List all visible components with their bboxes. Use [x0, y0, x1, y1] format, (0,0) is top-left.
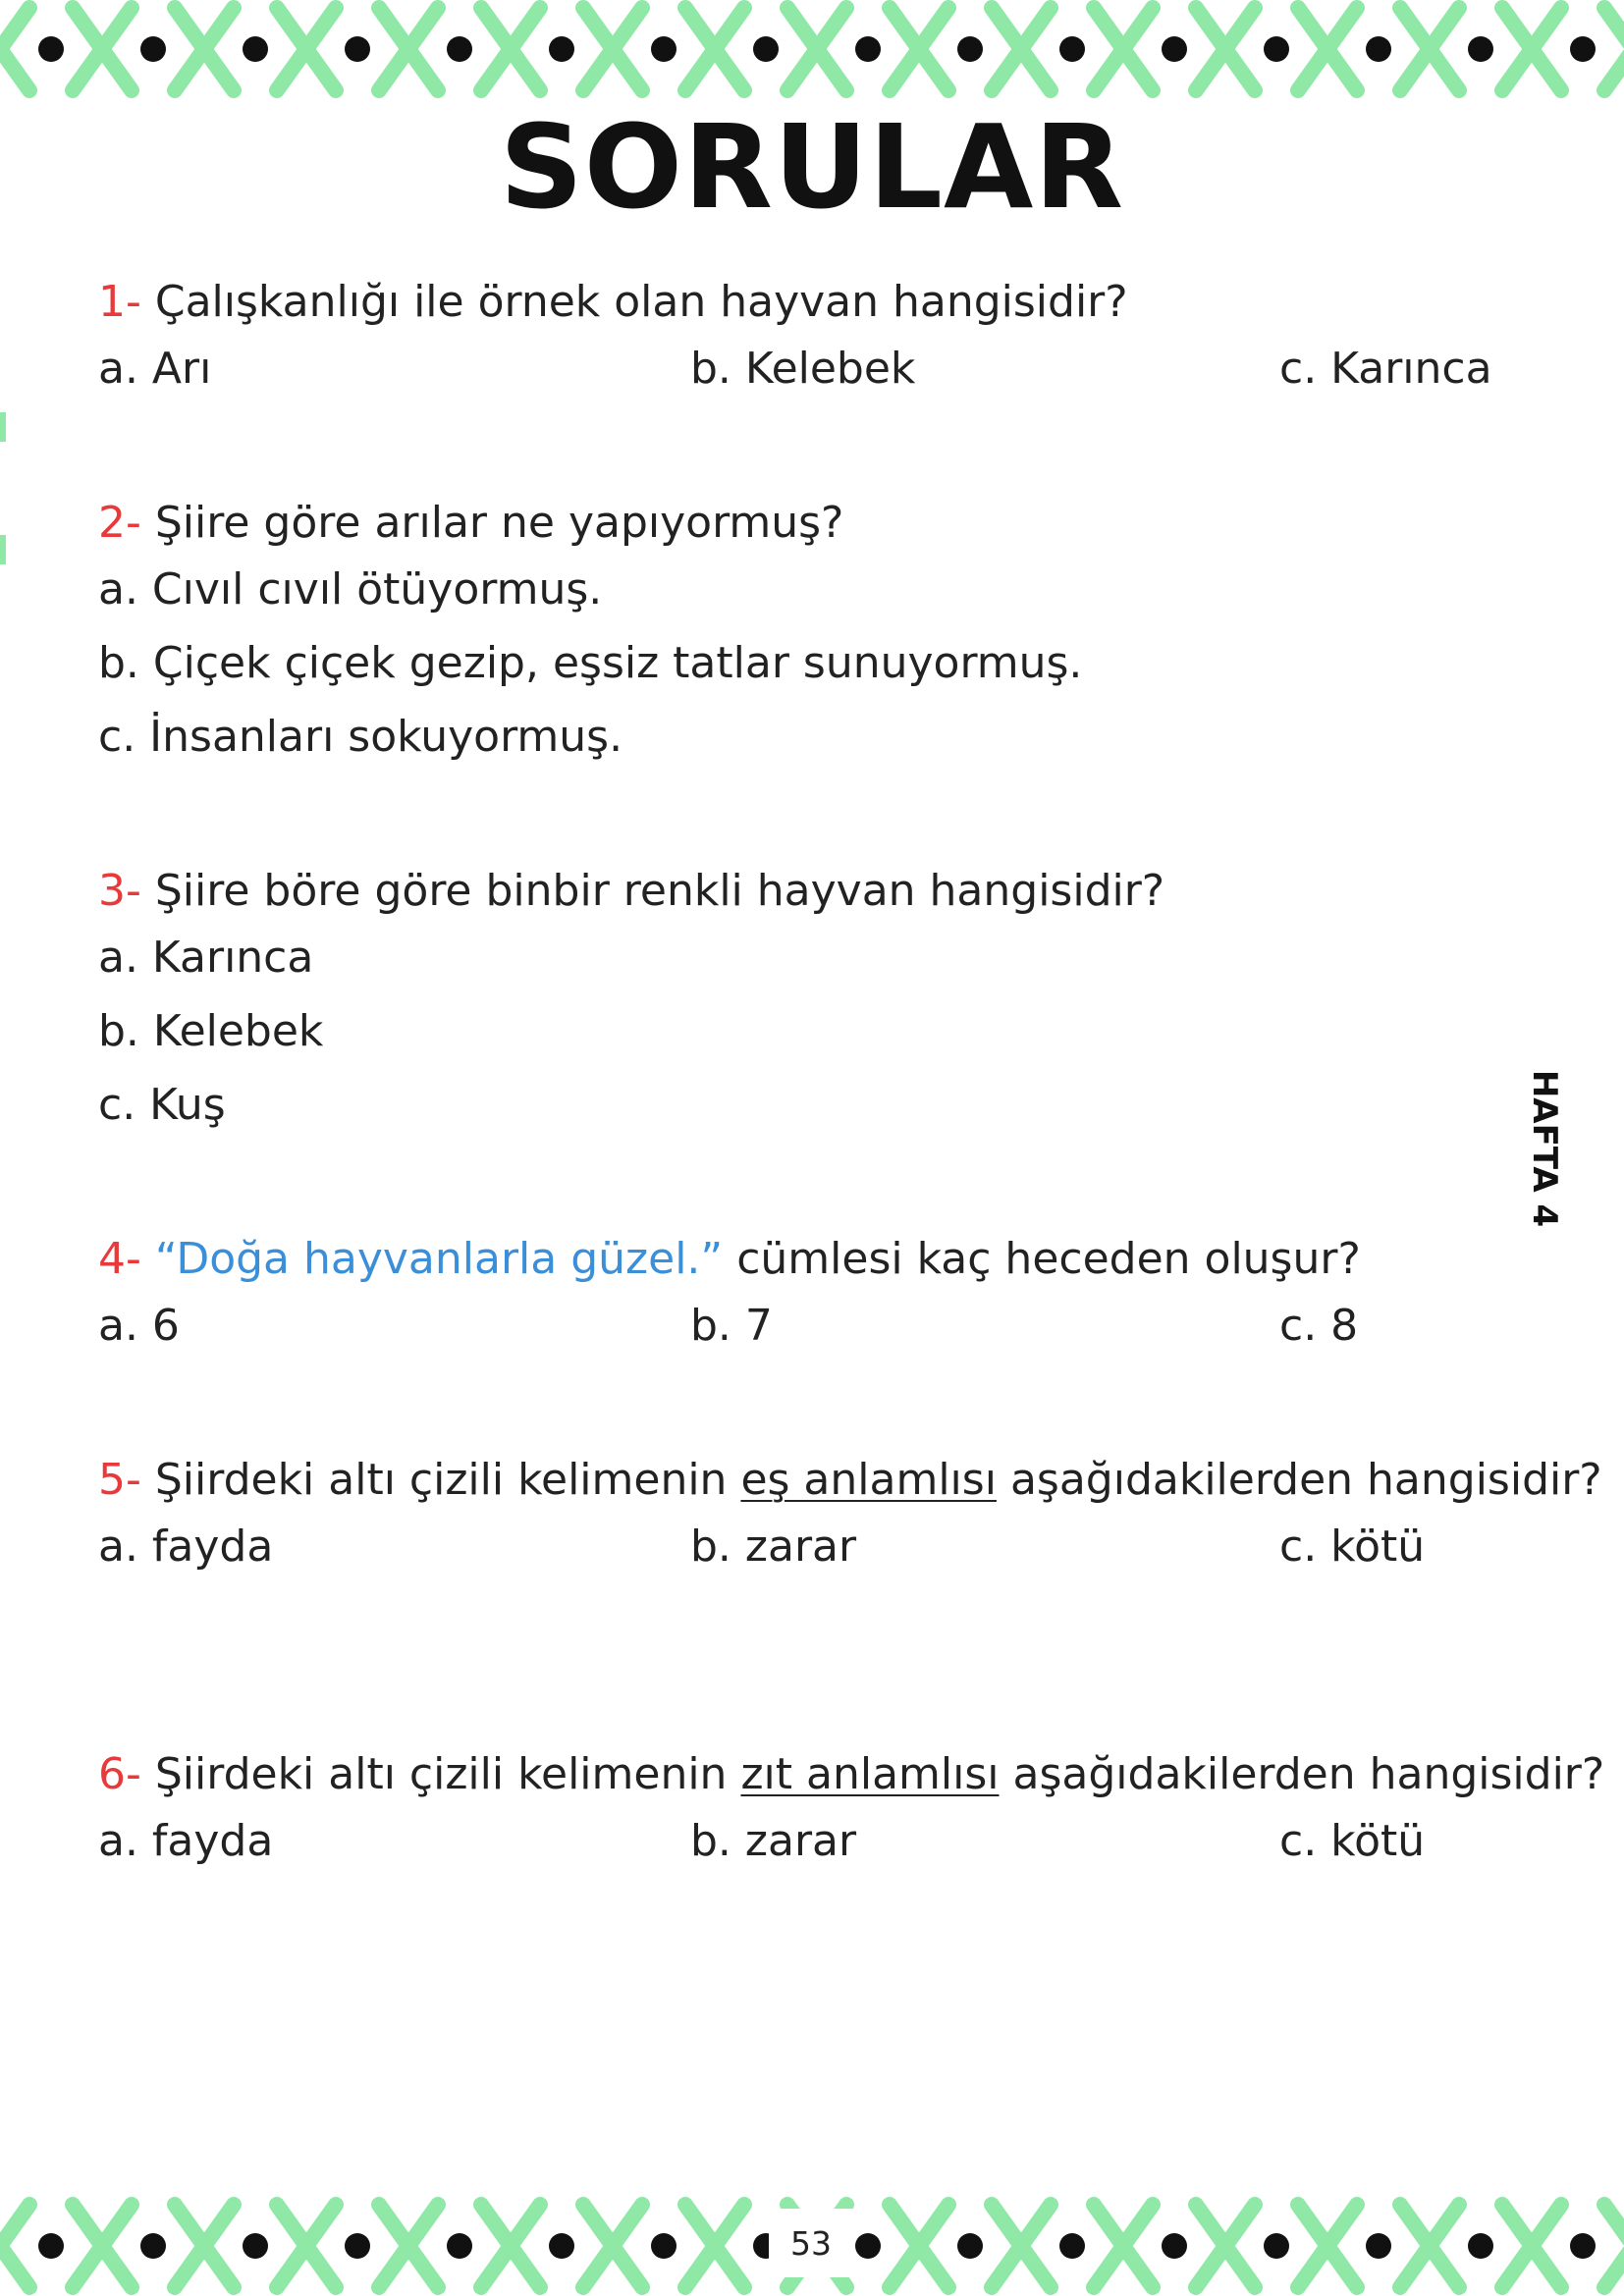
question-3: [98, 862, 1512, 1142]
cross-mark: [0, 8, 29, 90]
dot-mark: [1264, 2233, 1289, 2259]
cross-mark: [1604, 2205, 1624, 2287]
cross-mark: [1400, 2205, 1459, 2287]
question-text: Çalışkanlığı ile örnek olan hayvan hangisidir?: [154, 277, 1128, 327]
dot-mark: [957, 2233, 983, 2259]
cross-mark: [1400, 8, 1459, 90]
page-number: 53: [769, 2209, 853, 2277]
dot-mark: [855, 36, 881, 62]
question-3-prompt: [98, 862, 1512, 921]
cross-mark: [175, 2205, 234, 2287]
option-a[interactable]: a. 6: [98, 1301, 180, 1351]
cross-mark: [1094, 8, 1153, 90]
question-text-after: aşağıdakilerden hangisidir?: [1009, 1455, 1602, 1505]
cross-mark: [379, 2205, 438, 2287]
question-2: [98, 494, 1512, 774]
dot-mark: [855, 2233, 881, 2259]
question-number: 5-: [98, 1455, 141, 1505]
dot-mark: [140, 36, 166, 62]
cross-mark: [0, 2205, 29, 2287]
left-edge-mark: [0, 535, 6, 564]
dot-mark: [345, 36, 370, 62]
cross-mark: [890, 2205, 948, 2287]
question-1-prompt: [98, 273, 1512, 332]
cross-mark: [73, 2205, 132, 2287]
option-c[interactable]: c. kötü: [1279, 1816, 1426, 1866]
dot-mark: [651, 36, 677, 62]
cross-mark: [1298, 8, 1357, 90]
cross-mark: [1196, 2205, 1255, 2287]
cross-mark: [379, 8, 438, 90]
cross-mark: [890, 8, 948, 90]
cross-mark: [1604, 8, 1624, 90]
question-2-prompt: [98, 494, 1512, 553]
dot-mark: [1570, 36, 1596, 62]
question-number: 4-: [98, 1234, 141, 1284]
dot-mark: [651, 2233, 677, 2259]
question-5-prompt: [98, 1451, 1602, 1510]
dot-mark: [1162, 36, 1187, 62]
question-number: 2-: [98, 498, 141, 548]
dot-mark: [1059, 2233, 1085, 2259]
question-text-before: Şiirdeki altı çizili kelimenin: [154, 1749, 728, 1799]
cross-mark: [685, 8, 744, 90]
week-label-text: HAFTA 4: [1525, 1069, 1565, 1228]
options-row: [98, 1289, 1512, 1362]
option-a[interactable]: a. fayda: [98, 1816, 274, 1866]
cross-mark: [583, 8, 642, 90]
dot-mark: [1366, 36, 1391, 62]
dot-mark: [753, 36, 779, 62]
dot-mark: [38, 2233, 64, 2259]
question-text: Şiire göre arılar ne yapıyormuş?: [154, 498, 844, 548]
cross-mark: [277, 2205, 336, 2287]
cross-mark: [175, 8, 234, 90]
option-b[interactable]: b. Kelebek: [98, 1006, 324, 1056]
dot-mark: [549, 2233, 574, 2259]
option-c[interactable]: c. İnsanları sokuyormuş.: [98, 712, 623, 762]
question-text: cümlesi kaç heceden oluşur?: [736, 1234, 1361, 1284]
cross-mark: [583, 2205, 642, 2287]
dot-mark: [447, 2233, 472, 2259]
dot-mark: [38, 36, 64, 62]
option-a[interactable]: a. Cıvıl cıvıl ötüyormuş.: [98, 564, 603, 614]
dot-mark: [549, 36, 574, 62]
dot-mark: [140, 2233, 166, 2259]
question-1: [98, 273, 1512, 405]
question-number: 3-: [98, 866, 141, 916]
cross-mark: [1094, 2205, 1153, 2287]
option-c[interactable]: c. kötü: [1279, 1522, 1426, 1572]
question-4-prompt: [98, 1230, 1512, 1289]
option-a[interactable]: a. Karınca: [98, 933, 314, 983]
left-edge-mark: [0, 412, 6, 442]
question-text-before: Şiirdeki altı çizili kelimenin: [154, 1455, 728, 1505]
option-b[interactable]: b. Kelebek: [690, 344, 916, 394]
dot-mark: [957, 36, 983, 62]
question-number: 6-: [98, 1749, 141, 1799]
option-c[interactable]: c. 8: [1279, 1301, 1359, 1351]
option-b[interactable]: b. zarar: [690, 1816, 857, 1866]
cross-mark: [1298, 2205, 1357, 2287]
options-row: [98, 1804, 1512, 1878]
question-text: Şiire böre göre binbir renkli hayvan hangisidir?: [154, 866, 1165, 916]
dot-mark: [1366, 2233, 1391, 2259]
option-a[interactable]: a. Arı: [98, 344, 212, 394]
question-6-prompt: [98, 1745, 1605, 1804]
question-number: 1-: [98, 277, 141, 327]
cross-mark: [992, 2205, 1051, 2287]
quoted-sentence: “Doğa hayvanlarla güzel.”: [154, 1234, 724, 1284]
cross-mark: [992, 8, 1051, 90]
dot-mark: [1059, 36, 1085, 62]
cross-mark: [1196, 8, 1255, 90]
cross-mark: [787, 8, 846, 90]
dot-mark: [243, 2233, 268, 2259]
dot-mark: [1570, 2233, 1596, 2259]
top-decorative-border: [0, 0, 1624, 98]
dot-mark: [1162, 2233, 1187, 2259]
option-c[interactable]: c. Karınca: [1279, 344, 1492, 394]
page-title: SORULAR: [499, 99, 1125, 235]
dot-mark: [1468, 2233, 1493, 2259]
cross-dot-pattern: [0, 0, 1624, 98]
dot-mark: [345, 2233, 370, 2259]
question-4: [98, 1230, 1512, 1362]
cross-mark: [1502, 8, 1561, 90]
underlined-term: eş anlamlısı: [740, 1455, 997, 1505]
cross-mark: [481, 2205, 540, 2287]
underlined-term: zıt anlamlısı: [740, 1749, 1000, 1799]
cross-mark: [481, 8, 540, 90]
option-b[interactable]: b. zarar: [690, 1522, 857, 1572]
dot-mark: [1468, 36, 1493, 62]
question-5: [98, 1451, 1602, 1583]
option-c[interactable]: c. Kuş: [98, 1080, 226, 1130]
option-b[interactable]: b. 7: [690, 1301, 773, 1351]
option-b[interactable]: b. Çiçek çiçek gezip, eşsiz tatlar sunuyormuş.: [98, 638, 1083, 688]
options-row: [98, 332, 1512, 405]
option-a[interactable]: a. fayda: [98, 1522, 274, 1572]
cross-mark: [73, 8, 132, 90]
options-row: [98, 1510, 1512, 1583]
cross-mark: [1502, 2205, 1561, 2287]
question-6: [98, 1745, 1605, 1878]
dot-mark: [447, 36, 472, 62]
question-text-after: aşağıdakilerden hangisidir?: [1012, 1749, 1605, 1799]
cross-mark: [685, 2205, 744, 2287]
dot-mark: [1264, 36, 1289, 62]
cross-mark: [277, 8, 336, 90]
dot-mark: [243, 36, 268, 62]
